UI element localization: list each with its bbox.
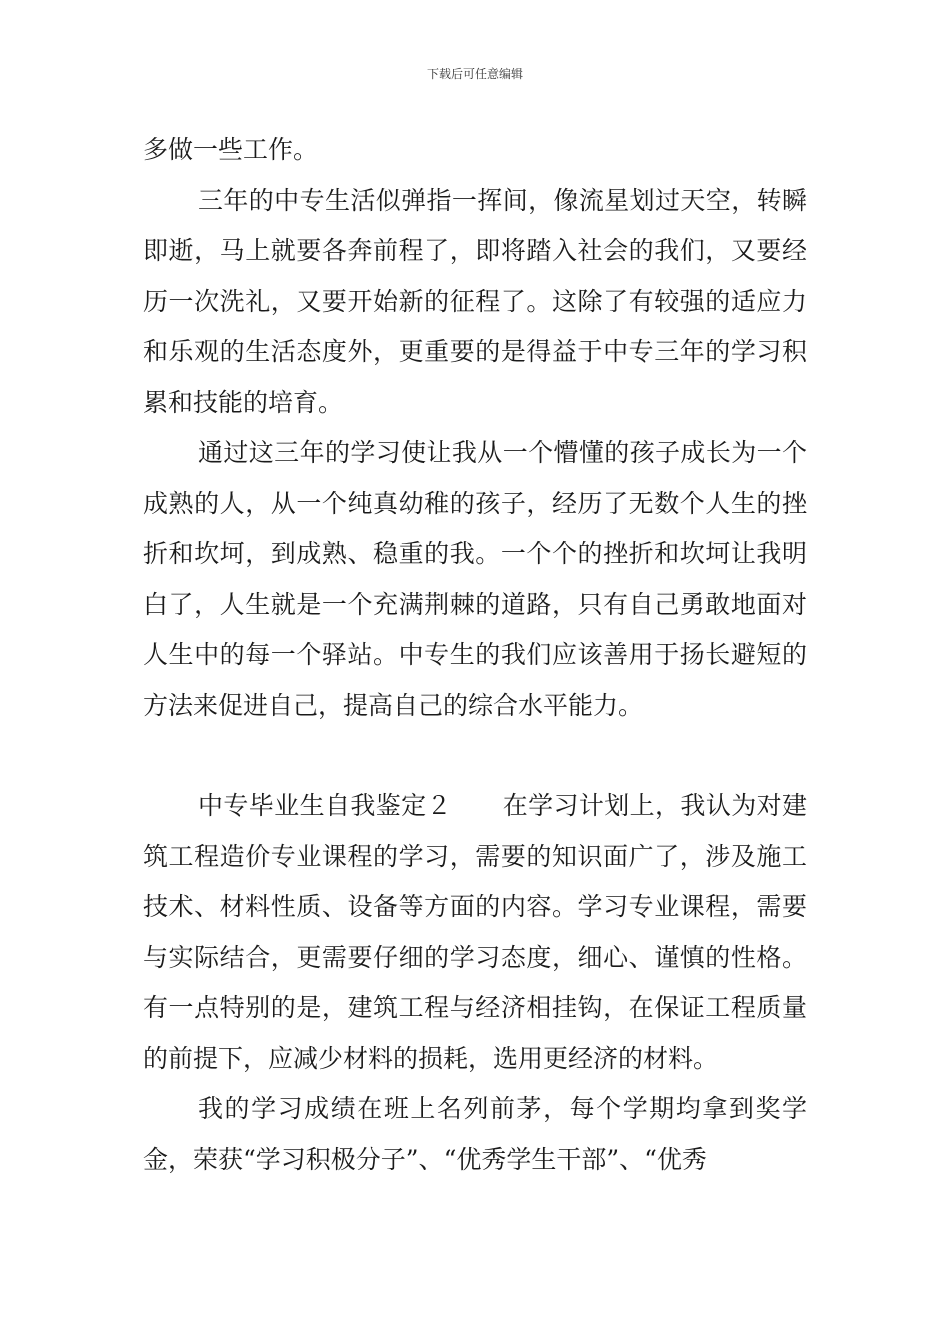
- paragraph-growth: 通过这三年的学习使让我从一个懵懂的孩子成长为一个成熟的人，从一个纯真幼稚的孩子，经历了无数个人生的挫折和坎坷，到成熟、稳重的我。一个个的挫折和坎坷让我明白了，人生就是一个充满荆棘的道路，只有自己勇敢地面对人生中的每一个驿站。中专生的我们应该善用于扬长避短的方法来促进自己，提高自己的综合水平能力。: [143, 438, 807, 720]
- page-header: 下载后可任意编辑: [426, 67, 523, 81]
- paragraph-three-years: 三年的中专生活似弹指一挥间，像流星划过天空，转瞬即逝，马上就要各奔前程了，即将踏入社会的我们，又要经历一次洗礼，又要开始新的征程了。这除了有较强的适应力和乐观的生活态度外，更重要的是得益于中专三年的学习积累和技能的培育。: [143, 185, 807, 417]
- paragraph-continuation: 多做一些工作。: [143, 135, 319, 164]
- paragraph-self-assessment-2: 中专毕业生自我鉴定２ 在学习计划上，我认为对建筑工程造价专业课程的学习，需要的知识面广了，涉及施工技术、材料性质、设备等方面的内容。学习专业课程，需要与实际结合，更需要仔细的学习态度，细心、谨慎的性格。有一点特别的是，建筑工程与经济相挂钩，在保证工程质量的前提下，应减少材料的损耗，选用更经济的材料。: [143, 791, 807, 1073]
- paragraph-grades: 我的学习成绩在班上名列前茅，每个学期均拿到奖学金，荣获“学习积极分子”、“优秀学生干部”、“优秀: [143, 1094, 807, 1174]
- document-body: [143, 125, 807, 1185]
